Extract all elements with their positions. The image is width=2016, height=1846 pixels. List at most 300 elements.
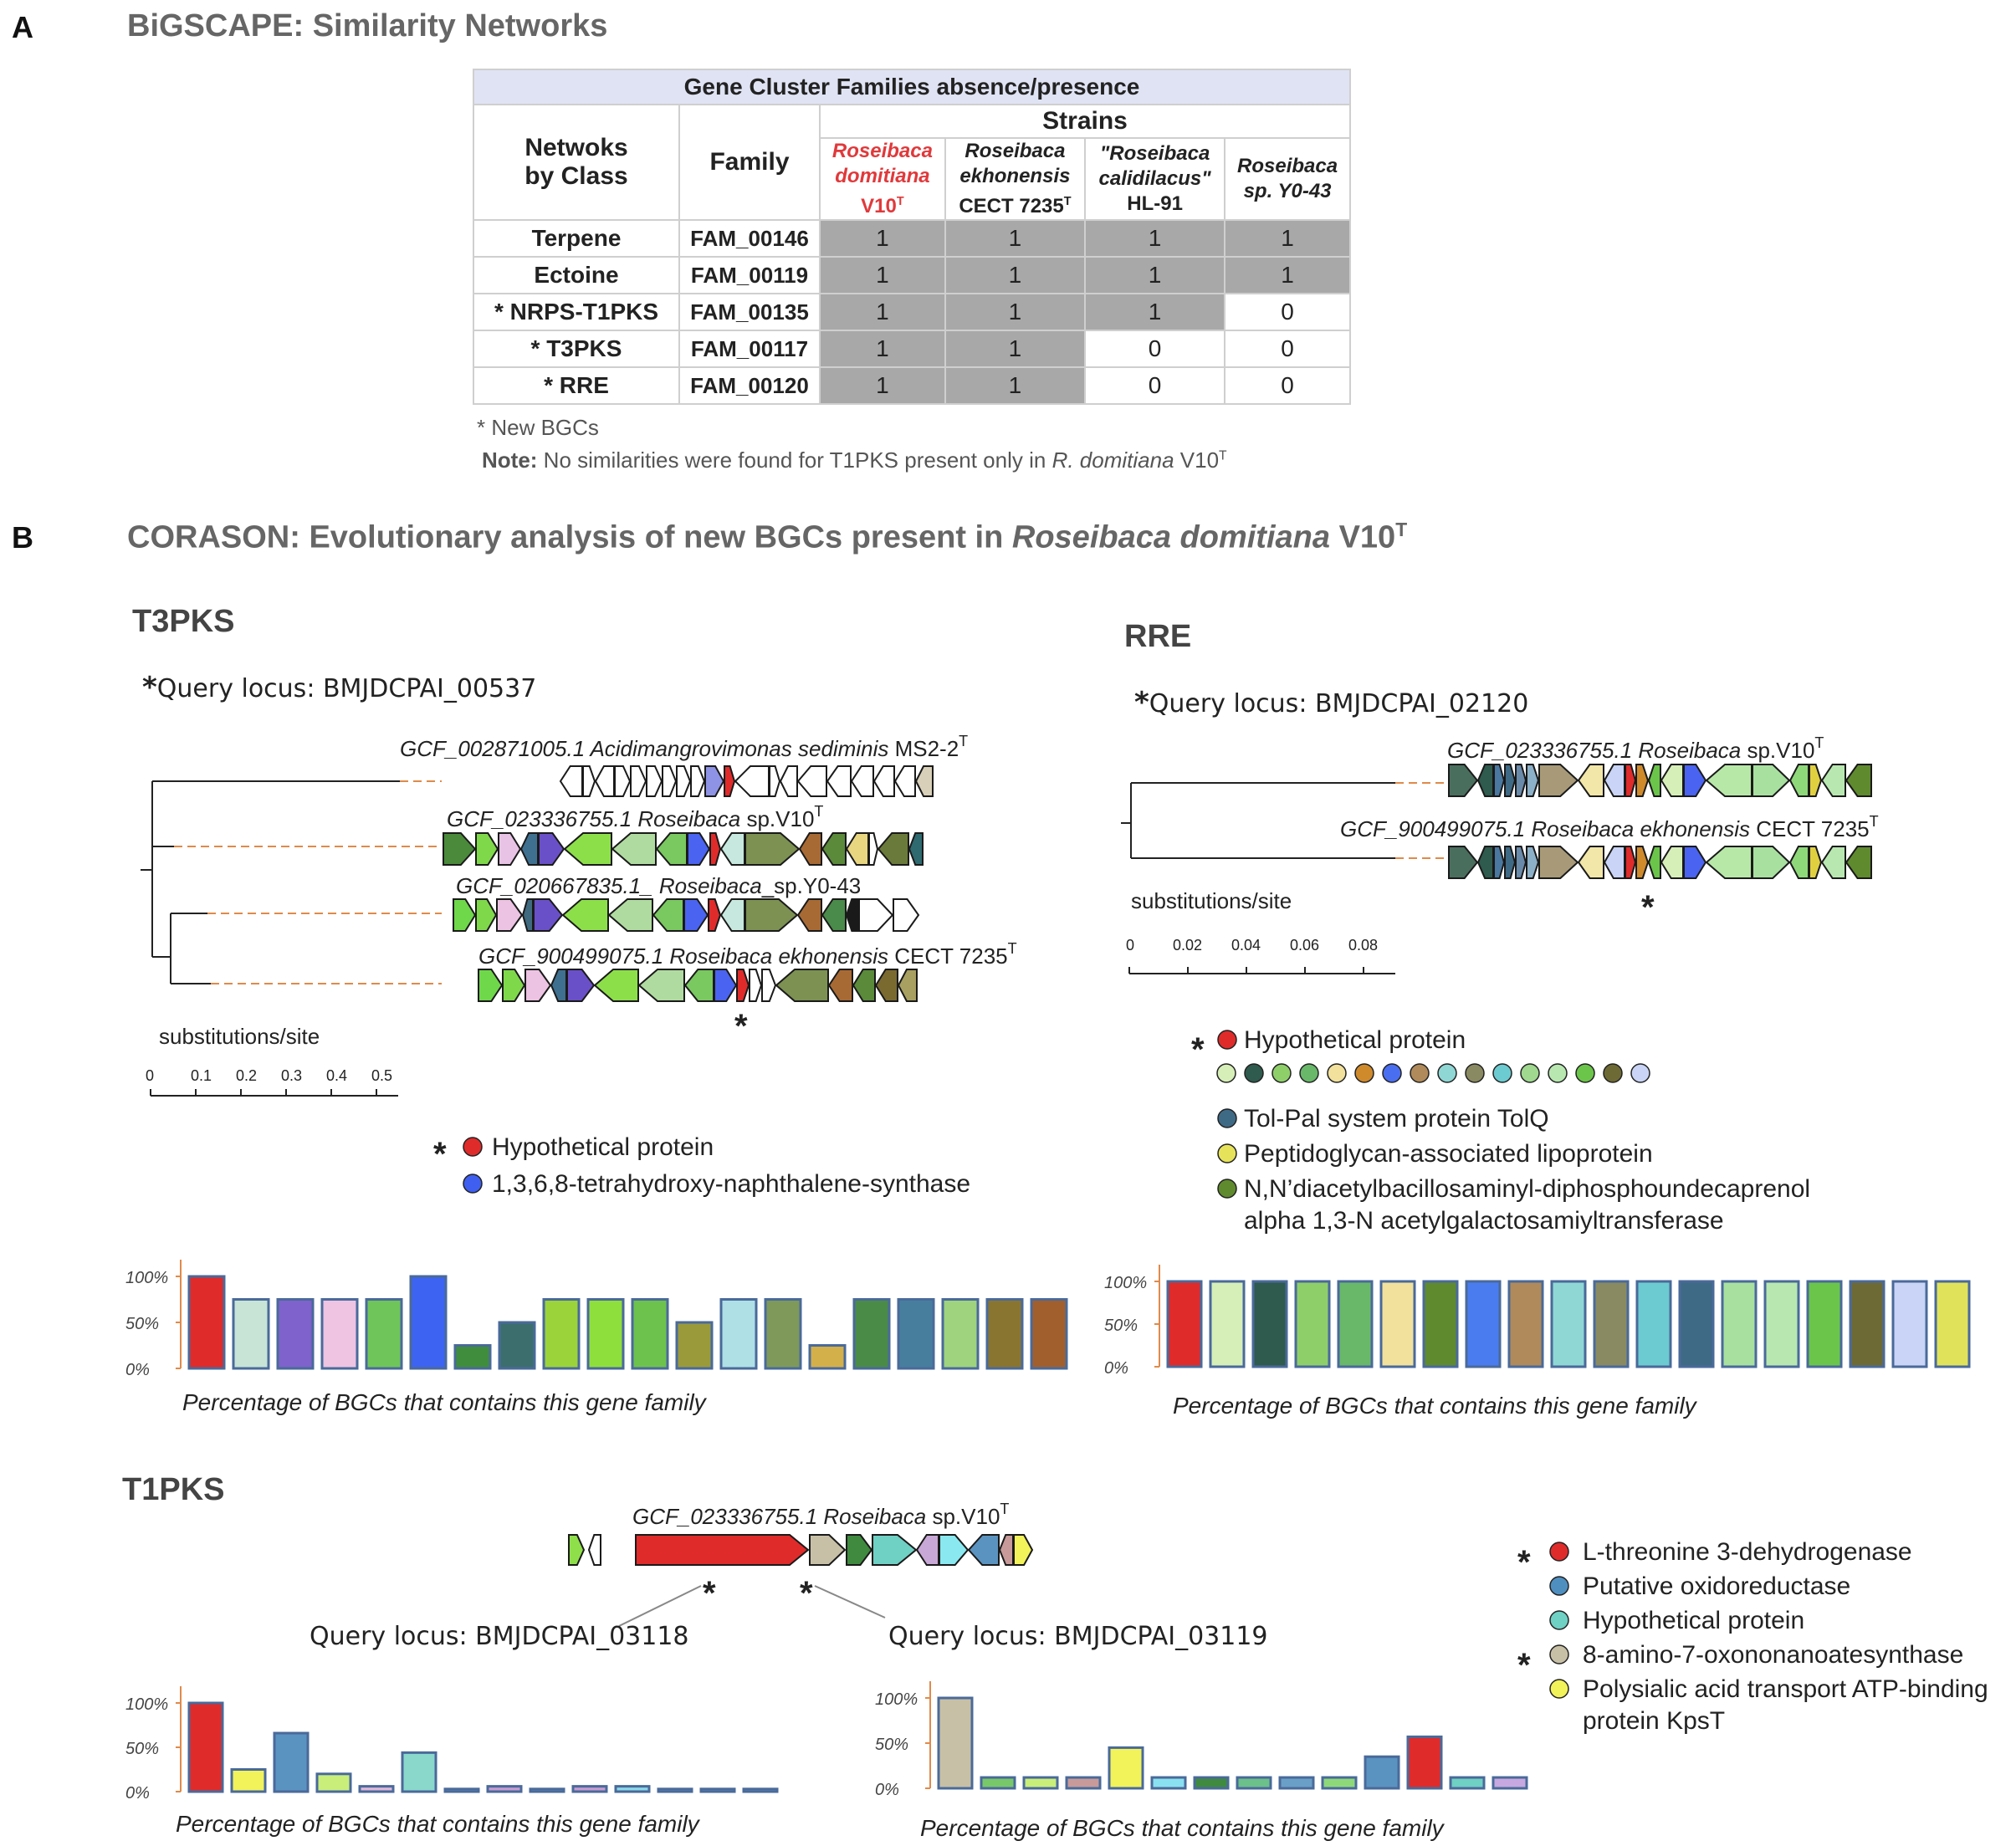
rre-v10-gene-10: [1636, 764, 1648, 796]
t1a-bar-11: [658, 1789, 692, 1792]
rre-bar-17: [1893, 1281, 1926, 1367]
rre-v10-gene-2: [1494, 764, 1504, 796]
rre-bar-12: [1680, 1281, 1713, 1367]
t3-ekh-gene-2: [525, 969, 550, 1001]
t1-genome-label: GCF_023336755.1 Roseibaca $sp.V10^T$: [632, 1501, 1010, 1529]
t3-v10-gene-9: [710, 833, 720, 865]
t1b-caption: Percentage of BGCs that contains this gene family: [920, 1815, 1444, 1841]
t3-ekh-gene-15: [876, 969, 898, 1001]
t3-bar-14: [810, 1346, 845, 1369]
row-class: Terpene: [473, 220, 679, 257]
t3-v10-gene-15: [869, 833, 878, 865]
t3-scale-tick-label: 0: [146, 1067, 155, 1084]
rre-ekh-gene-7: [1579, 846, 1604, 878]
t3-bar-6: [455, 1346, 490, 1369]
t3-bar-5: [411, 1276, 446, 1368]
t3-y043-gene-5: [563, 899, 608, 931]
t1-legend-label-2: Hypothetical protein: [1583, 1607, 1805, 1634]
rre-legend-dot-0: [1217, 1064, 1236, 1082]
rre-scale-tick-label: 0.04: [1231, 937, 1261, 954]
t3-acid-gene-12: [770, 766, 780, 796]
rre-genome-label-v10: GCF_023336755.1 Roseibaca $sp.V10^T$: [1447, 734, 1824, 763]
t1a-bar-10: [616, 1787, 649, 1792]
rre-legend-dot-7: [1410, 1064, 1429, 1082]
t3-v10-gene-14: [847, 833, 868, 865]
rre-ekh-gene-5: [1527, 846, 1538, 878]
t3-v10-gene-5: [565, 833, 611, 865]
t1-legend-label-4: Polysialic acid transport ATP-binding: [1583, 1675, 1988, 1703]
t1a-ytick-label: 0%: [125, 1784, 150, 1803]
t1b-bar-9: [1323, 1777, 1356, 1788]
t1a-bar-4: [360, 1787, 393, 1792]
t3-v10-gene-12: [800, 833, 821, 865]
rre-ekh-gene-18: [1822, 846, 1845, 878]
t3-v10-gene-16: [878, 833, 908, 865]
presence-cell: 1: [820, 367, 945, 404]
t1-legend-star: *: [1517, 1647, 1531, 1684]
t1a-bar-5: [402, 1752, 436, 1792]
panel-a-title: BiGSCAPE: Similarity Networks: [127, 8, 608, 43]
t1b-bar-8: [1280, 1777, 1313, 1788]
row-family: FAM_00119: [679, 257, 820, 294]
presence-cell: 0: [1225, 367, 1350, 404]
t3-acid-gene-17: [874, 766, 894, 796]
presence-cell: 1: [820, 257, 945, 294]
t3-ekh-gene-11: [762, 969, 775, 1001]
t3-bar-4: [366, 1300, 402, 1369]
rre-v10-gene-12: [1661, 764, 1683, 796]
t3-acid-gene-3: [615, 766, 630, 796]
rre-v10-gene-17: [1809, 764, 1821, 796]
row-class: * NRPS-T1PKS: [473, 294, 679, 330]
rre-v10-gene-3: [1505, 764, 1515, 796]
t1-legend-star: *: [1517, 1544, 1531, 1581]
t3-scale-tick-label: 0.5: [371, 1067, 393, 1084]
t3-acid-gene-10: [724, 766, 734, 796]
rre-ekh-gene-4: [1516, 846, 1526, 878]
t1-legend-dot-1: [1550, 1577, 1568, 1595]
t3-acid-gene-13: [780, 766, 797, 796]
rre-v10-gene-11: [1649, 764, 1660, 796]
rre-bar-13: [1722, 1281, 1756, 1367]
row-family: FAM_00117: [679, 330, 820, 367]
rre-legend-dot-15: [1631, 1064, 1650, 1082]
t3-bar-10: [632, 1300, 668, 1369]
rre-v10-gene-1: [1478, 764, 1493, 796]
rre-v10-gene-7: [1579, 764, 1604, 796]
t1-legend-label-1: Putative oxidoreductase: [1583, 1572, 1851, 1600]
rre-legend-dot-5: [1355, 1064, 1374, 1082]
t3-ytick-label: 50%: [125, 1315, 160, 1333]
t1a-bar-6: [445, 1789, 478, 1792]
t3-bar-17: [943, 1300, 978, 1369]
t3-scale-tick-label: 0.1: [191, 1067, 212, 1084]
table-caption: Gene Cluster Families absence/presence: [473, 69, 1350, 105]
rre-legend-dot-2: [1272, 1064, 1291, 1082]
t1-gene-4: [847, 1535, 872, 1565]
t3-legend-label-1: 1,3,6,8-tetrahydroxy-naphthalene-synthase: [492, 1170, 971, 1198]
t3-acid-gene-5: [647, 766, 662, 796]
t3pks-heading: T3PKS: [132, 604, 235, 639]
t3pks-query-star: *: [142, 671, 157, 704]
rre-query-star: *: [1134, 686, 1149, 719]
t3-bar-12: [721, 1300, 756, 1369]
panel-b-title-post: V10: [1330, 519, 1396, 555]
t1-star-2: *: [800, 1575, 813, 1612]
t1a-ytick-label: 100%: [125, 1695, 169, 1714]
rre-v10-gene-16: [1790, 764, 1809, 796]
t3-legend-star: *: [433, 1136, 447, 1173]
rre-v10-gene-9: [1625, 764, 1635, 796]
presence-cell: 1: [945, 330, 1085, 367]
footnote-new-bgcs: * New BGCs: [477, 415, 599, 440]
rre-bar-4: [1338, 1281, 1372, 1367]
strain-header-1: Roseibaca ekhonensis CECT $7235^T$: [945, 138, 1085, 220]
t3-ekh-gene-0: [478, 969, 502, 1001]
rre-legend-dot-4: [1328, 1064, 1346, 1082]
t3-scale-tick-label: 0.3: [281, 1067, 303, 1084]
t1pks-heading: T1PKS: [122, 1472, 225, 1507]
rre-legend-key-label-1: Peptidoglycan-associated lipoprotein: [1244, 1140, 1653, 1168]
t3-v10-gene-7: [657, 833, 687, 865]
header-strains: Strains: [820, 105, 1350, 138]
rre-legend-dot-9: [1466, 1064, 1484, 1082]
presence-cell: 0: [1225, 330, 1350, 367]
rre-bars-caption: Percentage of BGCs that contains this gene family: [1173, 1393, 1696, 1419]
rre-query-star: *: [1641, 889, 1655, 926]
header-networks-line1: Netwoks: [524, 134, 628, 161]
rre-ekh-gene-15: [1752, 846, 1789, 878]
note-species: R. domitiana: [1051, 447, 1174, 473]
rre-ekh-gene-9: [1625, 846, 1635, 878]
row-class: Ectoine: [473, 257, 679, 294]
rre-scale-tick-label: 0.08: [1348, 937, 1379, 954]
presence-cell: 0: [1085, 367, 1225, 404]
rre-ekh-gene-10: [1636, 846, 1648, 878]
t1-callout-line-1: [619, 1586, 701, 1626]
t3-ekh-gene-4: [567, 969, 594, 1001]
t3-acid-gene-9: [705, 766, 724, 796]
t3-acid-gene-8: [691, 766, 704, 796]
t1a-bar-7: [488, 1787, 521, 1792]
rre-legend-dot-top: [1218, 1030, 1236, 1049]
genome-label-roseibaca-y043: GCF_020667835.1_ Roseibaca_sp.Y0-43: [456, 873, 862, 898]
t1-gene-7: [939, 1535, 968, 1565]
t3-y043-gene-10: [721, 899, 744, 931]
t1-gene-9: [1000, 1535, 1013, 1565]
t3-acid-gene-6: [663, 766, 676, 796]
rre-legend-dot-1: [1245, 1064, 1263, 1082]
t1a-bar-1: [232, 1770, 265, 1792]
t1-gene-3: [810, 1535, 845, 1565]
panel-b-title-sup: T: [1395, 519, 1408, 540]
t3-y043-gene-16: [893, 899, 918, 931]
t3-bar-1: [233, 1300, 269, 1369]
t3-acid-gene-16: [852, 766, 873, 796]
rre-query-text: Query locus: BMJDCPAI_02120: [1149, 689, 1529, 718]
t3-bar-16: [898, 1300, 934, 1369]
rre-scale-tick-label: 0: [1126, 937, 1135, 954]
rre-bar-14: [1765, 1281, 1799, 1367]
t1-gene-5: [872, 1535, 916, 1565]
t3-y043-gene-0: [453, 899, 475, 931]
header-networks-line2: by Class: [524, 162, 628, 190]
rre-genome-label-ekhonensis: GCF_900499075.1 Roseibaca ekhonensis CECT $7235^T$: [1340, 813, 1879, 841]
t1b-bar-4: [1109, 1747, 1143, 1788]
t1b-bar-6: [1195, 1777, 1228, 1788]
t3-y043-gene-2: [497, 899, 522, 931]
row-class: * RRE: [473, 367, 679, 404]
t1b-bar-0: [939, 1698, 972, 1788]
t3-y043-gene-9: [709, 899, 720, 931]
t1a-caption: Percentage of BGCs that contains this gene family: [176, 1811, 699, 1837]
rre-bar-15: [1808, 1281, 1841, 1367]
genome-label-roseibaca-v10: GCF_023336755.1 Roseibaca $sp.V10^T$: [447, 803, 824, 831]
panel-a-letter: A: [12, 10, 33, 44]
t1a-bar-3: [317, 1774, 350, 1792]
panel-b-title-pre: CORASON: Evolutionary analysis of new BGCs present in: [127, 519, 1012, 555]
rre-ytick-label: 50%: [1104, 1317, 1138, 1335]
rre-bar-6: [1424, 1281, 1457, 1367]
t3-y043-gene-8: [684, 899, 708, 931]
t3-y043-gene-1: [476, 899, 496, 931]
t3-ekh-gene-3: [551, 969, 566, 1001]
t3-acid-gene-19: [916, 766, 933, 796]
t1b-bar-12: [1451, 1777, 1484, 1788]
rre-bar-11: [1637, 1281, 1671, 1367]
rre-legend-dot-8: [1438, 1064, 1456, 1082]
rre-ekh-gene-0: [1449, 846, 1477, 878]
rre-legend-key-label-0: Tol-Pal system protein TolQ: [1244, 1105, 1549, 1133]
rre-bar-0: [1168, 1281, 1201, 1367]
rre-ekh-gene-3: [1505, 846, 1515, 878]
rre-bar-9: [1552, 1281, 1585, 1367]
t3-y043-gene-13: [822, 899, 846, 931]
t3-legend-dot-0: [463, 1138, 482, 1156]
rre-bar-18: [1936, 1281, 1969, 1367]
t3-legend-dot-1: [463, 1174, 482, 1193]
t3-acid-gene-14: [798, 766, 826, 796]
t3-bar-0: [189, 1276, 224, 1368]
rre-bar-8: [1509, 1281, 1543, 1367]
t1-legend-label2-4: protein KpsT: [1583, 1707, 1726, 1735]
rre-ekh-gene-14: [1706, 846, 1752, 878]
rre-v10-gene-14: [1706, 764, 1752, 796]
t1-legend-label-3: 8-amino-7-oxononanoatesynthase: [1583, 1641, 1964, 1669]
t3-v10-gene-0: [443, 833, 475, 865]
t1b-ytick-label: 100%: [875, 1690, 918, 1709]
t3-acid-gene-1: [583, 766, 595, 796]
t1a-bar-8: [530, 1789, 564, 1792]
rre-legend-label-top: Hypothetical protein: [1244, 1026, 1466, 1054]
rre-legend-dot-14: [1604, 1064, 1622, 1082]
presence-cell: 1: [945, 294, 1085, 330]
t1a-bar-13: [744, 1789, 777, 1792]
rre-axis-label: substitutions/site: [1131, 888, 1292, 913]
rre-v10-gene-8: [1604, 764, 1625, 796]
rre-ytick-label: 100%: [1104, 1274, 1148, 1292]
t1b-bar-1: [981, 1777, 1015, 1788]
t3-ekh-gene-9: [737, 969, 749, 1001]
rre-heading: RRE: [1124, 619, 1192, 654]
presence-cell: 1: [1225, 257, 1350, 294]
rre-legend-key-dot-2: [1218, 1179, 1236, 1198]
t3-v10-gene-4: [539, 833, 564, 865]
t3-y043-gene-3: [523, 899, 533, 931]
rre-scale-tick-label: 0.02: [1173, 937, 1203, 954]
presence-cell: 1: [820, 330, 945, 367]
rre-v10-gene-18: [1822, 764, 1845, 796]
t1-legend-dot-3: [1550, 1645, 1568, 1664]
t3-v10-gene-6: [612, 833, 656, 865]
t3-acid-gene-18: [895, 766, 915, 796]
t3-acid-gene-2: [596, 766, 614, 796]
row-family: FAM_00135: [679, 294, 820, 330]
row-family: FAM_00146: [679, 220, 820, 257]
t1-callout-line-2: [815, 1586, 885, 1618]
rre-v10-gene-6: [1539, 764, 1578, 796]
presence-cell: 0: [1085, 330, 1225, 367]
t3-ytick-label: 100%: [125, 1269, 169, 1287]
t1b-bar-11: [1408, 1736, 1441, 1788]
t3-ekh-gene-5: [595, 969, 638, 1001]
rre-legend-dot-10: [1493, 1064, 1512, 1082]
t1a-ytick-label: 50%: [125, 1740, 160, 1758]
rre-legend-star: *: [1191, 1031, 1205, 1068]
t3-ekh-gene-7: [685, 969, 714, 1001]
t1-gene-0: [569, 1535, 584, 1565]
presence-cell: 0: [1225, 294, 1350, 330]
t3-v10-gene-3: [521, 833, 538, 865]
rre-bar-1: [1210, 1281, 1244, 1367]
rre-ekh-gene-8: [1604, 846, 1625, 878]
rre-ekh-gene-1: [1478, 846, 1493, 878]
t3-y043-gene-6: [609, 899, 652, 931]
rre-ekh-gene-2: [1494, 846, 1504, 878]
rre-v10-gene-19: [1846, 764, 1871, 796]
rre-legend-dot-6: [1383, 1064, 1401, 1082]
t3-bar-15: [854, 1300, 889, 1369]
presence-cell: 1: [1085, 257, 1225, 294]
t3-v10-gene-11: [745, 833, 799, 865]
t3pks-query-text: Query locus: BMJDCPAI_00537: [156, 674, 537, 703]
rre-v10-gene-15: [1752, 764, 1789, 796]
t3-bar-2: [278, 1300, 313, 1369]
presence-cell: 1: [820, 220, 945, 257]
rre-legend-dot-13: [1576, 1064, 1594, 1082]
t3-query-star: *: [734, 1008, 748, 1045]
t1-gene-10: [1014, 1535, 1032, 1565]
t1-query-2: Query locus: BMJDCPAI_03119: [888, 1622, 1268, 1651]
t3-acid-gene-11: [735, 766, 769, 796]
t1-legend-dot-4: [1550, 1680, 1568, 1698]
t3-v10-gene-2: [499, 833, 520, 865]
t3-bar-11: [677, 1322, 712, 1368]
t3-v10-gene-10: [721, 833, 744, 865]
t1b-bar-5: [1152, 1777, 1185, 1788]
rre-legend-dot-12: [1548, 1064, 1567, 1082]
header-family: Family: [679, 105, 820, 220]
t3-bar-13: [765, 1300, 801, 1369]
t3-ekh-gene-14: [853, 969, 875, 1001]
rre-v10-gene-0: [1449, 764, 1477, 796]
t3-ytick-label: 0%: [125, 1361, 150, 1379]
t3-axis-label: substitutions/site: [159, 1024, 320, 1049]
t1-legend-dot-2: [1550, 1611, 1568, 1629]
t3-acid-gene-15: [827, 766, 851, 796]
t3-bars-caption: Percentage of BGCs that contains this gene family: [182, 1389, 706, 1415]
t3-y043-gene-12: [798, 899, 821, 931]
presence-cell: 1: [1085, 294, 1225, 330]
t3-y043-gene-4: [534, 899, 562, 931]
presence-cell: 1: [945, 257, 1085, 294]
t1-query-1: Query locus: BMJDCPAI_03118: [310, 1622, 689, 1651]
t1-star-1: *: [703, 1575, 716, 1612]
t1b-bar-13: [1493, 1777, 1527, 1788]
t3-bar-3: [322, 1300, 357, 1369]
panel-b-title-species: Roseibaca domitiana: [1011, 519, 1331, 555]
t3-bar-7: [499, 1322, 535, 1368]
rre-v10-gene-13: [1684, 764, 1706, 796]
rre-legend-key-dot-1: [1218, 1144, 1236, 1163]
t1-gene-2: [636, 1535, 808, 1565]
t1a-bar-12: [701, 1789, 734, 1792]
rre-legend-dot-11: [1521, 1064, 1539, 1082]
rre-ekh-gene-6: [1539, 846, 1578, 878]
genome-label-acidimangrovimonas: GCF_002871005.1 Acidimangrovimonas sediminis $MS2-2^T$: [400, 733, 969, 761]
row-class: * T3PKS: [473, 330, 679, 367]
rre-legend-dot-3: [1300, 1064, 1318, 1082]
rre-legend-key-label-2: N,N’diacetylbacillosaminyl-diphosphoundecaprenol: [1244, 1175, 1811, 1203]
t1-gene-1: [589, 1535, 601, 1565]
rre-ekh-gene-11: [1649, 846, 1660, 878]
rre-ekh-gene-16: [1790, 846, 1809, 878]
t1-legend-dot-0: [1550, 1542, 1568, 1561]
rre-ekh-gene-12: [1661, 846, 1683, 878]
rre-bar-10: [1594, 1281, 1628, 1367]
rre-scale-tick-label: 0.06: [1290, 937, 1320, 954]
t3-ekh-gene-1: [503, 969, 524, 1001]
t3-ekh-gene-16: [898, 969, 917, 1001]
t3-y043-gene-15: [859, 899, 893, 931]
rre-v10-gene-4: [1516, 764, 1526, 796]
t3-y043-gene-14: [847, 899, 858, 931]
t1b-bar-7: [1237, 1777, 1271, 1788]
rre-v10-gene-5: [1527, 764, 1538, 796]
presence-cell: 1: [820, 294, 945, 330]
rre-legend-key-label2-2: alpha 1,3-N acetylgalactosamiyltransferase: [1244, 1207, 1724, 1235]
genome-label-roseibaca-ekhonensis: GCF_900499075.1 Roseibaca ekhonensis CECT $7235^T$: [478, 940, 1017, 969]
strain-header-0: Roseibaca domitiana $V10^T$: [820, 138, 945, 220]
rre-ekh-gene-17: [1809, 846, 1821, 878]
t3-acid-gene-7: [677, 766, 690, 796]
strain-header-3: Roseibaca sp. Y0-43: [1225, 138, 1350, 220]
t1-gene-6: [917, 1535, 939, 1565]
rre-legend-key-dot-0: [1218, 1109, 1236, 1128]
t3-bar-9: [588, 1300, 623, 1369]
t3-y043-gene-7: [653, 899, 683, 931]
t3-v10-gene-1: [476, 833, 498, 865]
t1a-bar-9: [573, 1787, 606, 1792]
t1-gene-8: [969, 1535, 999, 1565]
panel-b-letter: B: [12, 520, 33, 555]
note-label: Note:: [482, 447, 538, 473]
rre-bar-2: [1253, 1281, 1287, 1367]
rre-bar-3: [1296, 1281, 1329, 1367]
note-strain: V10: [1174, 447, 1220, 473]
t3-v10-gene-17: [909, 833, 923, 865]
t1b-bar-2: [1024, 1777, 1057, 1788]
